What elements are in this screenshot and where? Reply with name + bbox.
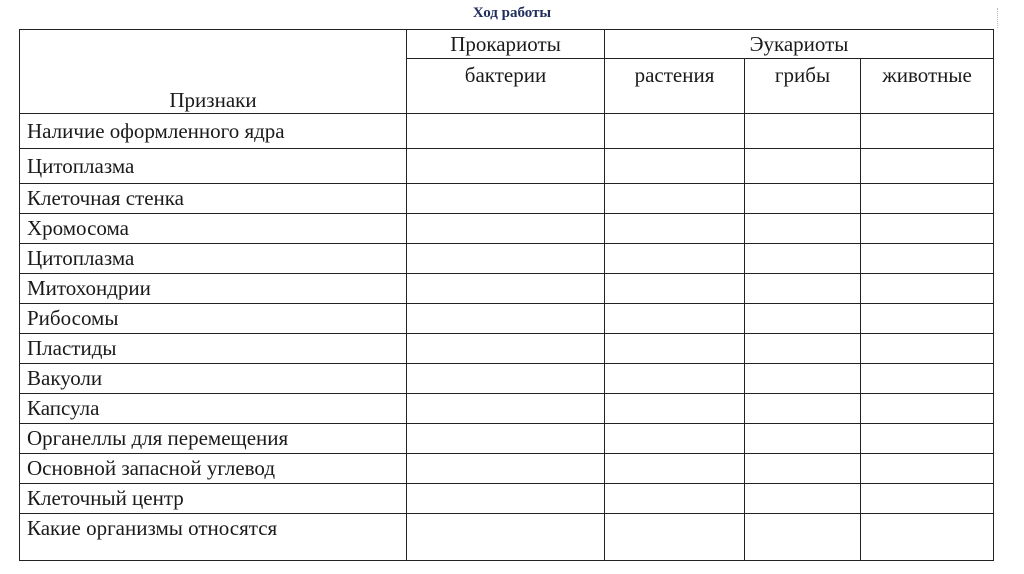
table-cell[interactable] [407,214,605,244]
row-label: Наличие оформленного ядра [20,114,407,149]
table-cell[interactable] [745,394,861,424]
table-cell[interactable] [605,484,745,514]
table-cell[interactable] [861,484,994,514]
table-cell[interactable] [407,244,605,274]
table-cell[interactable] [605,114,745,149]
table-cell[interactable] [745,304,861,334]
row-label: Основной запасной углевод [20,454,407,484]
table-cell[interactable] [407,364,605,394]
row-label: Клеточный центр [20,484,407,514]
table-cell[interactable] [861,304,994,334]
comparison-table [19,29,994,561]
table-row [20,114,994,149]
table-cell[interactable] [861,214,994,244]
table-cell[interactable] [605,244,745,274]
row-label: Митохондрии [20,274,407,304]
row-label: Вакуоли [20,364,407,394]
row-label: Цитоплазма [20,149,407,184]
table-cell[interactable] [861,114,994,149]
table-cell[interactable] [861,454,994,484]
row-label: Какие организмы относятся [20,514,407,561]
table-row [20,454,994,484]
plants-header: растения [605,59,745,114]
table-row [20,214,994,244]
table-cell[interactable] [407,424,605,454]
table-cell[interactable] [745,514,861,561]
table-cell[interactable] [407,149,605,184]
table-cell[interactable] [745,244,861,274]
row-label: Капсула [20,394,407,424]
eukaryotes-header: Эукариоты [605,30,994,59]
page-title: Ход работы [472,5,552,21]
table-cell[interactable] [745,454,861,484]
table-cell[interactable] [407,484,605,514]
table-cell[interactable] [861,274,994,304]
table-row [20,304,994,334]
row-label: Клеточная стенка [20,184,407,214]
table-cell[interactable] [745,484,861,514]
table-cell[interactable] [605,514,745,561]
table-row [20,274,994,304]
table-row [20,334,994,364]
table-cell[interactable] [605,184,745,214]
feature-column-header: Признаки [20,30,407,114]
table-cell[interactable] [605,149,745,184]
prokaryotes-header: Прокариоты [407,30,605,59]
table-row [20,149,994,184]
table-cell[interactable] [745,364,861,394]
row-label: Цитоплазма [20,244,407,274]
table-cell[interactable] [861,184,994,214]
table-cell[interactable] [861,514,994,561]
table-cell[interactable] [861,424,994,454]
row-label: Рибосомы [20,304,407,334]
table-cell[interactable] [605,454,745,484]
table-row [20,184,994,214]
row-label: Органеллы для перемещения [20,424,407,454]
table-row [20,394,994,424]
table-cell[interactable] [861,334,994,364]
bacteria-header: бактерии [407,59,605,114]
table-cell[interactable] [407,334,605,364]
table-cell[interactable] [861,364,994,394]
table-cell[interactable] [407,274,605,304]
table-cell[interactable] [605,214,745,244]
table-cell[interactable] [861,394,994,424]
table-row [20,484,994,514]
row-label: Пластиды [20,334,407,364]
table-cell[interactable] [407,114,605,149]
row-label: Хромосома [20,214,407,244]
table-cell[interactable] [407,514,605,561]
table-cell[interactable] [745,114,861,149]
table-cell[interactable] [861,149,994,184]
table-cell[interactable] [745,274,861,304]
table-cell[interactable] [605,394,745,424]
fungi-header: грибы [745,59,861,114]
table-cell[interactable] [861,244,994,274]
table-cell[interactable] [407,454,605,484]
table-cell[interactable] [745,149,861,184]
table-cell[interactable] [745,184,861,214]
table-cell[interactable] [407,304,605,334]
table-row [20,244,994,274]
table-cell[interactable] [407,184,605,214]
table-cell[interactable] [745,334,861,364]
animals-header: животные [861,59,994,114]
table-cell[interactable] [605,274,745,304]
frame-divider [997,8,998,28]
header-row-groups [20,30,994,59]
table-cell[interactable] [745,424,861,454]
table-cell[interactable] [407,394,605,424]
table-row [20,364,994,394]
table-cell[interactable] [605,334,745,364]
table-row [20,514,994,561]
table-cell[interactable] [605,424,745,454]
table-row [20,424,994,454]
table-cell[interactable] [605,364,745,394]
table-cell[interactable] [745,214,861,244]
table-cell[interactable] [605,304,745,334]
